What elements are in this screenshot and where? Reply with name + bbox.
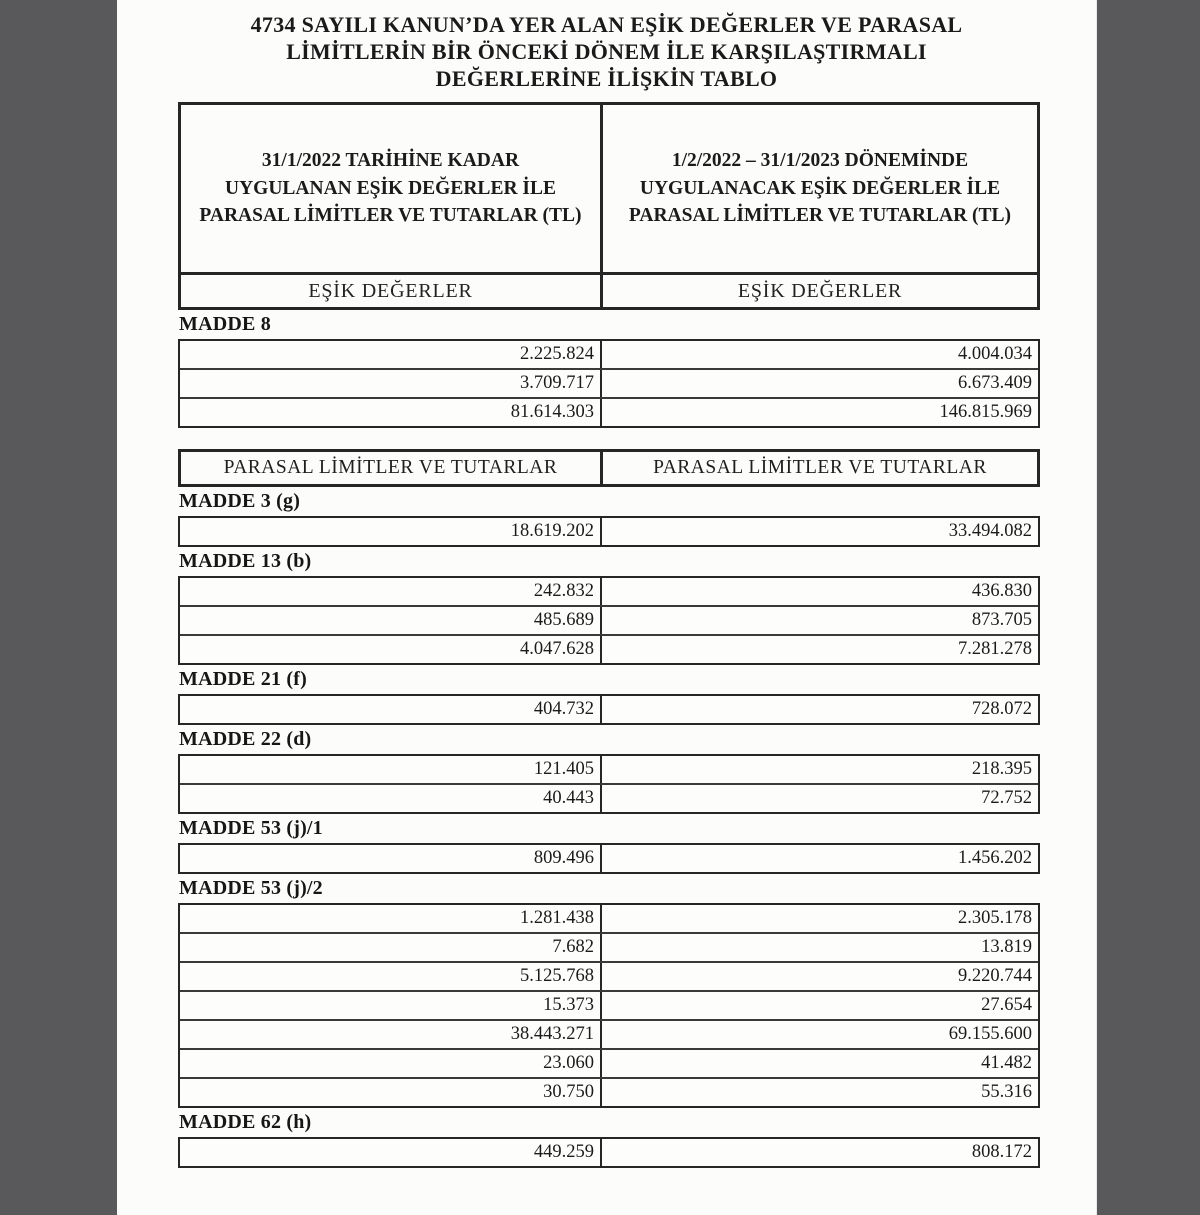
section-label-madde-62h: MADDE 62 (h) [179, 1111, 312, 1133]
esik-degerler-header-right: EŞİK DEĞERLER [737, 279, 903, 302]
data-row [180, 368, 1038, 397]
data-row [180, 990, 1038, 1019]
value-cell-right: 436.830 [971, 581, 1032, 601]
parasal-limitler-header-row [178, 449, 1040, 487]
period-header-current: 1/2/2022 – 31/1/2023 DÖNEMİNDE UYGULANACAK EŞİK DEĞERLER İLE PARASAL LİMİTLER VE TUTARLAR (TL) [628, 150, 1012, 227]
value-cell-left: 18.619.202 [180, 518, 602, 545]
value-cell-right: 4.004.034 [958, 344, 1032, 364]
value-cell-right: 72.752 [981, 788, 1032, 808]
section-label-madde-8: MADDE 8 [179, 313, 271, 335]
value-cell-left: 5.125.768 [180, 963, 602, 990]
document-title-line-1: 4734 SAYILI KANUN’DA YER ALAN EŞİK DEĞERLER VE PARASAL [250, 12, 963, 37]
value-cell-right: 6.673.409 [958, 373, 1032, 393]
data-row [180, 518, 1038, 545]
section-rows-madde-13b [178, 576, 1040, 665]
esik-degerler-header-left: EŞİK DEĞERLER [181, 275, 603, 307]
value-cell-left: 2.225.824 [180, 341, 602, 368]
value-cell-right: 2.305.178 [958, 908, 1032, 928]
section-rows-madde-22d [178, 754, 1040, 814]
data-row [180, 783, 1038, 812]
value-cell-left: 7.682 [180, 934, 602, 961]
value-cell-right: 146.815.969 [939, 402, 1032, 422]
value-cell-right: 9.220.744 [958, 966, 1032, 986]
value-cell-right: 69.155.600 [948, 1024, 1032, 1044]
data-row [180, 1019, 1038, 1048]
value-cell-right: 728.072 [971, 699, 1032, 719]
section-label-madde-3g: MADDE 3 (g) [179, 490, 301, 512]
value-cell-left: 121.405 [180, 756, 602, 783]
data-row [180, 341, 1038, 368]
value-cell-right: 55.316 [981, 1082, 1032, 1102]
section-label-madde-53j2: MADDE 53 (j)/2 [179, 877, 323, 899]
value-cell-left: 30.750 [180, 1079, 602, 1106]
document-title-line-2: LİMİTLERİN BİR ÖNCEKİ DÖNEM İLE KARŞILAŞTIRMALI [286, 39, 927, 64]
section-rows-madde-62h [178, 1137, 1040, 1168]
period-header-row [181, 105, 1037, 272]
document-title-line-3: DEĞERLERİNE İLİŞKİN TABLO [435, 66, 778, 91]
data-row [180, 696, 1038, 723]
value-cell-left: 38.443.271 [180, 1021, 602, 1048]
comparison-table [178, 102, 1040, 1168]
parasal-limitler-header-right: PARASAL LİMİTLER VE TUTARLAR [653, 457, 987, 478]
value-cell-left: 23.060 [180, 1050, 602, 1077]
value-cell-right: 41.482 [981, 1053, 1032, 1073]
value-cell-right: 7.281.278 [958, 639, 1032, 659]
value-cell-left: 404.732 [180, 696, 602, 723]
data-row [180, 634, 1038, 663]
section-rows-madde-8 [178, 339, 1040, 428]
data-row [180, 1048, 1038, 1077]
value-cell-left: 809.496 [180, 845, 602, 872]
data-row [180, 1139, 1038, 1166]
value-cell-left: 15.373 [180, 992, 602, 1019]
data-row [180, 905, 1038, 932]
data-row [180, 932, 1038, 961]
value-cell-right: 218.395 [971, 759, 1032, 779]
data-row [180, 605, 1038, 634]
document-title [117, 0, 1096, 92]
data-row [180, 397, 1038, 426]
value-cell-right: 27.654 [981, 995, 1032, 1015]
data-row [180, 961, 1038, 990]
value-cell-right: 1.456.202 [958, 848, 1032, 868]
table-header-block [178, 102, 1040, 310]
value-cell-right: 13.819 [981, 937, 1032, 957]
value-cell-left: 3.709.717 [180, 370, 602, 397]
value-cell-left: 449.259 [180, 1139, 602, 1166]
period-header-previous: 31/1/2022 TARİHİNE KADAR UYGULANAN EŞİK DEĞERLER İLE PARASAL LİMİTLER VE TUTARLAR (TL) [181, 105, 603, 272]
section-rows-madde-53j1 [178, 843, 1040, 874]
value-cell-left: 1.281.438 [180, 905, 602, 932]
esik-degerler-header-row [181, 272, 1037, 307]
value-cell-right: 808.172 [971, 1142, 1032, 1162]
section-label-madde-53j1: MADDE 53 (j)/1 [179, 817, 323, 839]
data-row [180, 578, 1038, 605]
data-row [180, 1077, 1038, 1106]
value-cell-right: 873.705 [971, 610, 1032, 630]
section-label-madde-21f: MADDE 21 (f) [179, 668, 307, 690]
section-label-madde-22d: MADDE 22 (d) [179, 728, 312, 750]
section-rows-madde-3g [178, 516, 1040, 547]
section-label-madde-13b: MADDE 13 (b) [179, 550, 312, 572]
data-row [180, 845, 1038, 872]
value-cell-left: 485.689 [180, 607, 602, 634]
section-rows-madde-21f [178, 694, 1040, 725]
value-cell-left: 81.614.303 [180, 399, 602, 426]
value-cell-left: 4.047.628 [180, 636, 602, 663]
data-row [180, 756, 1038, 783]
section-rows-madde-53j2 [178, 903, 1040, 1108]
document-page [117, 0, 1097, 1215]
value-cell-left: 242.832 [180, 578, 602, 605]
value-cell-right: 33.494.082 [948, 521, 1032, 541]
value-cell-left: 40.443 [180, 785, 602, 812]
parasal-limitler-header-left: PARASAL LİMİTLER VE TUTARLAR [181, 452, 603, 484]
